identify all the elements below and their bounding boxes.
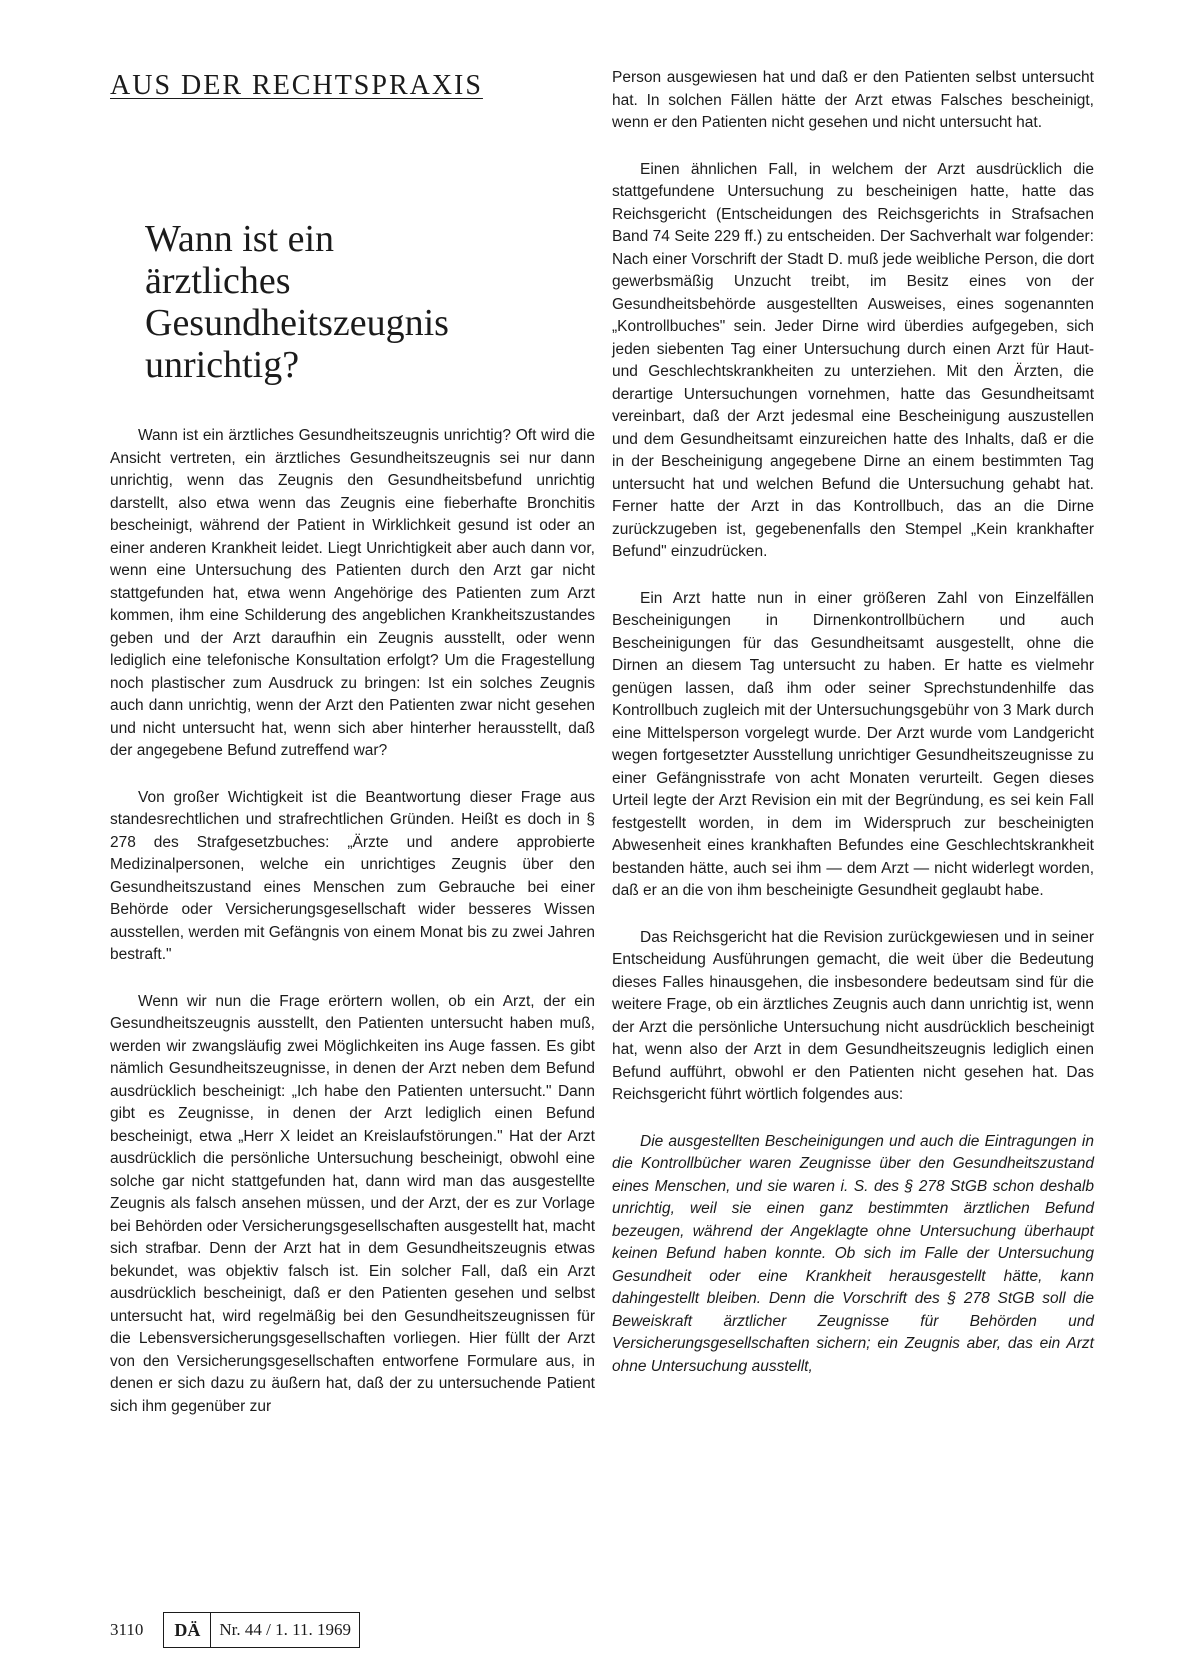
section-header: AUS DER RECHTSPRAXIS — [110, 70, 483, 101]
body-paragraph: Von großer Wichtigkeit ist die Beantwortung dieser Frage aus standesrechtlichen und strafrechtlichen Gründen. Heißt es doch in § 278 des Strafgesetzbuches: „Ärzte und andere approbierte Medizinalpersonen, welche ein unrichtiges Zeugnis über den Gesundheitszustand eines Menschen zum Gebrauche bei einer Behörde oder Versicherungsgesellschaft wider besseres Wissen ausstellen, werden mit Gefängnis von einem Monat bis zu zwei Jahren bestraft." — [110, 788, 595, 963]
page-footer — [110, 1612, 360, 1648]
body-paragraph: Das Reichsgericht hat die Revision zurückgewiesen und in seiner Entscheidung Ausführungen gemacht, die weit über die Bedeutung dieses Falles hinausgehen, die insbesondere bedeutsam sind für die weitere Frage, ob ein ärztliches Zeugnis auch dann unrichtig ist, wenn der Arzt die persönliche Untersuchung nicht ausdrücklich bescheinigt hat, wenn also der Arzt in dem Gesundheitszeugnis lediglich einen Befund aufführt, obwohl er den Patienten nicht gesehen hat. Das Reichsgericht führt wörtlich folgendes aus: — [612, 928, 1094, 1103]
court-quote: Die ausgestellten Bescheinigungen und auch die Eintragungen in die Kontrollbücher waren Zeugnisse über den Gesundheitszustand eines Menschen, und sie waren i. S. des § 278 StGB schon deshalb unrichtig, weil sie einen ganz bestimmten ärztlichen Befund bezeugen, während der Angeklagte ohne Untersuchung überhaupt keinen Befund haben konnte. Ob sich im Falle der Untersuchung Gesundheit oder eine Krankheit herausgestellt hätte, kann dahingestellt bleiben. Denn die Vorschrift des § 278 StGB soll die Beweiskraft ärztlicher Zeugnisse für Behörden und Versicherungsgesellschaften sichern; ein Zeugnis aber, das ein Arzt ohne Untersuchung ausstellt, — [612, 1132, 1094, 1375]
left-column — [110, 425, 595, 1418]
article-title-line: Wann ist ein — [145, 218, 335, 260]
journal-logo: DÄ — [164, 1613, 211, 1647]
journal-issue: Nr. 44 / 1. 11. 1969 — [219, 1620, 351, 1639]
article-title-line: unrichtig? — [145, 344, 300, 386]
body-paragraph: Ein Arzt hatte nun in einer größeren Zahl von Einzelfällen Bescheinigungen in Dirnenkontrollbüchern und auch Bescheinigungen für das Gesundheitsamt ausgestellt, ohne die Dirnen an diesem Tag untersucht zu haben. Er hatte es vielmehr genügen lassen, daß ihm oder seiner Sprechstundenhilfe das Kontrollbuch zugleich mit der Untersuchungsgebühr von 3 Mark durch eine Mittelsperson vorgelegt wurde. Der Arzt wurde vom Landgericht wegen fortgesetzter Ausstellung unrichtiger Gesundheitszeugnisse zu einer Gefängnisstrafe von acht Monaten verurteilt. Gegen dieses Urteil legte der Arzt Revision ein mit der Begründung, es sei kein Fall festgestellt worden, in dem im Widerspruch zur bescheinigten Abwesenheit eines krankhaften Befundes eine Geschlechtskrankheit bestanden hätte, auch sei ihm — dem Arzt — nicht widerlegt worden, daß er an die von ihm bescheinigte Gesundheit geglaubt habe. — [612, 589, 1094, 899]
page-number: 3110 — [110, 1620, 144, 1639]
right-column — [612, 67, 1094, 1378]
body-paragraph: Wenn wir nun die Frage erörtern wollen, ob ein Arzt, der ein Gesundheitszeugnis ausstellt, den Patienten untersucht haben muß, werden wir zwangsläufig zwei Möglichkeiten ins Auge fassen. Es gibt nämlich Gesundheitszeugnisse, in denen der Arzt neben dem Befund ausdrücklich bescheinigt: „Ich habe den Patienten untersucht." Dann gibt es Zeugnisse, in denen der Arzt lediglich einen Befund bescheinigt, etwa „Herr X leidet an Kreislaufstörungen." Hat der Arzt ausdrücklich die persönliche Untersuchung bescheinigt, obwohl eine solche gar nicht stattgefunden hat, dann wird man das ausgestellte Zeugnis als falsch ansehen müssen, und der Arzt, der es zur Vorlage bei Behörden oder Versicherungsgesellschaften ausgestellt hat, macht sich strafbar. Denn der Arzt hat in dem Gesundheitszeugnis etwas bekundet, was objektiv falsch ist. Ein solcher Fall, daß ein Arzt ausdrücklich bescheinigt, daß er den Patienten gesehen und selbst untersucht hat, wird regelmäßig bei den Gesundheitszeugnissen für die Lebensversicherungsgesellschaften vorliegen. Hier füllt der Arzt von den Versicherungsgesellschaften entworfene Formulare aus, in denen er sich dazu zu äußern hat, daß der zu untersuchende Patient sich ihm gegenüber zur — [110, 992, 595, 1415]
body-paragraph: Einen ähnlichen Fall, in welchem der Arzt ausdrücklich die stattgefundene Untersuchung zu bescheinigen hatte, hatte das Reichsgericht (Entscheidungen des Reichsgerichts in Strafsachen Band 74 Seite 229 ff.) zu entscheiden. Der Sachverhalt war folgender: Nach einer Vorschrift der Stadt D. muß jede weibliche Person, die dort gewerbsmäßig Unzucht treibt, im Besitz eines von der Gesundheitsbehörde ausgestellten Ausweises, eines sogenannten „Kontrollbuches" sein. Jeder Dirne wird überdies aufgegeben, sich jeden siebenten Tag einer Untersuchung durch einen Arzt für Haut- und Geschlechtskrankheiten zu unterziehen. Mit den Ärzten, die derartige Untersuchungen vornehmen, hatte das Gesundheitsamt vereinbart, daß der Arzt jedesmal eine Bescheinigung auszustellen und dem Gesundheitsamt einzureichen hatte des Inhalts, daß er die in der Bescheinigung angegebene Dirne an einem bestimmten Tag untersucht hat und welchen Befund die Untersuchung gehabt hat. Ferner hatte der Arzt in das Kontrollbuch, das an die Dirne zurückzugeben ist, gegebenenfalls den Stempel „Kein krankhafter Befund" einzudrücken. — [612, 160, 1094, 560]
continued-paragraph: Person ausgewiesen hat und daß er den Patienten selbst untersucht hat. In solchen Fällen hätte der Arzt etwas Falsches bescheinigt, wenn er den Patienten nicht gesehen und nicht untersucht hat. — [612, 69, 1094, 131]
article-title — [145, 218, 565, 386]
body-paragraph: Wann ist ein ärztliches Gesundheitszeugnis unrichtig? Oft wird die Ansicht vertreten, ein ärztliches Gesundheitszeugnis sei nur dann unrichtig, wenn das Zeugnis den Gesundheitsbefund unrichtig darstellt, also etwa wenn das Zeugnis eine fieberhafte Bronchitis bescheinigt, während der Patient in Wirklichkeit gesund ist oder an einer anderen Krankheit leidet. Liegt Unrichtigkeit aber auch dann vor, wenn eine Untersuchung des Patienten durch den Arzt gar nicht stattgefunden hat, etwa wenn Angehörige des Patienten zum Arzt kommen, ihm eine Schilderung des angeblichen Krankheitszustandes geben und der Arzt daraufhin ein Zeugnis ausstellt, oder wenn lediglich eine telefonische Konsultation erfolgt? Um die Fragestellung noch plastischer zum Ausdruck zu bringen: Ist ein solches Zeugnis auch dann unrichtig, wenn der Arzt den Patienten zwar nicht gesehen und nicht untersucht hat, wenn sich aber hinterher herausstellt, daß der angegebene Befund zutreffend war? — [110, 427, 595, 759]
article-title-line: ärztliches — [145, 260, 291, 302]
article-title-line: Gesundheitszeugnis — [145, 302, 449, 344]
journal-badge — [163, 1612, 360, 1648]
